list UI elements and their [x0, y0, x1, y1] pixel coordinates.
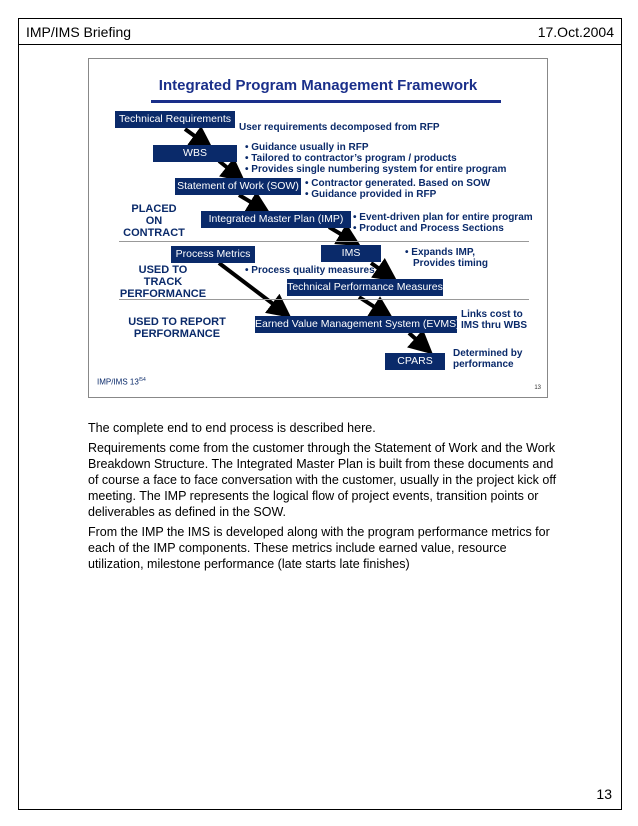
slide-title: Integrated Program Management Framework [158, 77, 478, 94]
used-to-report-label: USED TO REPORT PERFORMANCE [128, 316, 226, 340]
section-divider [119, 241, 529, 242]
imp-note-2: • Product and Process Sections [353, 223, 504, 234]
sow-box: Statement of Work (SOW) [175, 178, 301, 195]
process-quality-note: • Process quality measures [245, 265, 375, 276]
arrow-imp-ims [329, 227, 354, 242]
slide-number: 13 [534, 385, 541, 391]
sow-note-1: • Contractor generated. Based on SOW [305, 178, 491, 189]
wbs-note-1: • Guidance usually in RFP [245, 142, 369, 153]
wbs-note-3: • Provides single numbering system for entire program [245, 164, 507, 175]
placed-on-contract-label: PLACED ON CONTRACT [123, 203, 185, 239]
page-number: 13 [596, 786, 612, 802]
sow-note-2: • Guidance provided in RFP [305, 189, 437, 200]
arrow-evms-cpars [409, 333, 427, 349]
header-date: 17.Oct.2004 [537, 24, 614, 40]
process-metrics-box: Process Metrics [171, 246, 255, 263]
imp-box: Integrated Master Plan (IMP) [201, 211, 351, 228]
header-title: IMP/IMS Briefing [26, 24, 132, 40]
notes-paragraph: From the IMP the IMS is developed along with the program performance metrics for each of the IMP components. These metrics include earned value, resource utilization, milestone performance (late starts late finishes) [88, 525, 550, 571]
speaker-notes [88, 420, 558, 576]
links-note-1: Links cost to [461, 309, 523, 320]
wbs-note-2: • Tailored to contractor’s program / products [245, 153, 457, 164]
used-to-track-label: USED TO TRACK PERFORMANCE [119, 264, 207, 300]
technical-requirements-box: Technical Requirements [115, 111, 235, 128]
ims-box: IMS [321, 245, 381, 262]
notes-paragraph: Requirements come from the customer through the Statement of Work and the Work Breakdown Structure. The Integrated Master Plan is built from these documents and of course a face to face conversation with the customer, usually in the project kick off meeting. The IMP represents the logical flow of project events, transition points or deliverables as defined in the SOW. [88, 441, 557, 519]
user-req-note: User requirements decomposed from RFP [239, 122, 440, 133]
header-divider [18, 44, 622, 45]
ims-note-1: • Expands IMP, [405, 247, 476, 258]
links-note-2: IMS thru WBS [461, 320, 528, 331]
arrow-wbs-sow [219, 161, 239, 177]
wbs-box: WBS [153, 145, 237, 162]
arrow-techreq-wbs [185, 129, 207, 145]
notes-paragraph: The complete end to end process is described here. [88, 421, 376, 435]
ims-note-2: Provides timing [413, 258, 489, 269]
arrow-sow-imp [239, 195, 264, 210]
imp-note-1: • Event-driven plan for entire program [353, 212, 533, 223]
determined-note-1: Determined by [453, 348, 523, 359]
determined-note-2: performance [453, 359, 514, 370]
slide-thumbnail [88, 58, 548, 398]
cpars-box: CPARS [385, 353, 445, 370]
evms-box: Earned Value Management System (EVMS) [255, 316, 457, 333]
slide-footer: IMP/IMS $13^{/54}$ [97, 377, 146, 387]
tpm-box: Technical Performance Measures [287, 279, 443, 296]
